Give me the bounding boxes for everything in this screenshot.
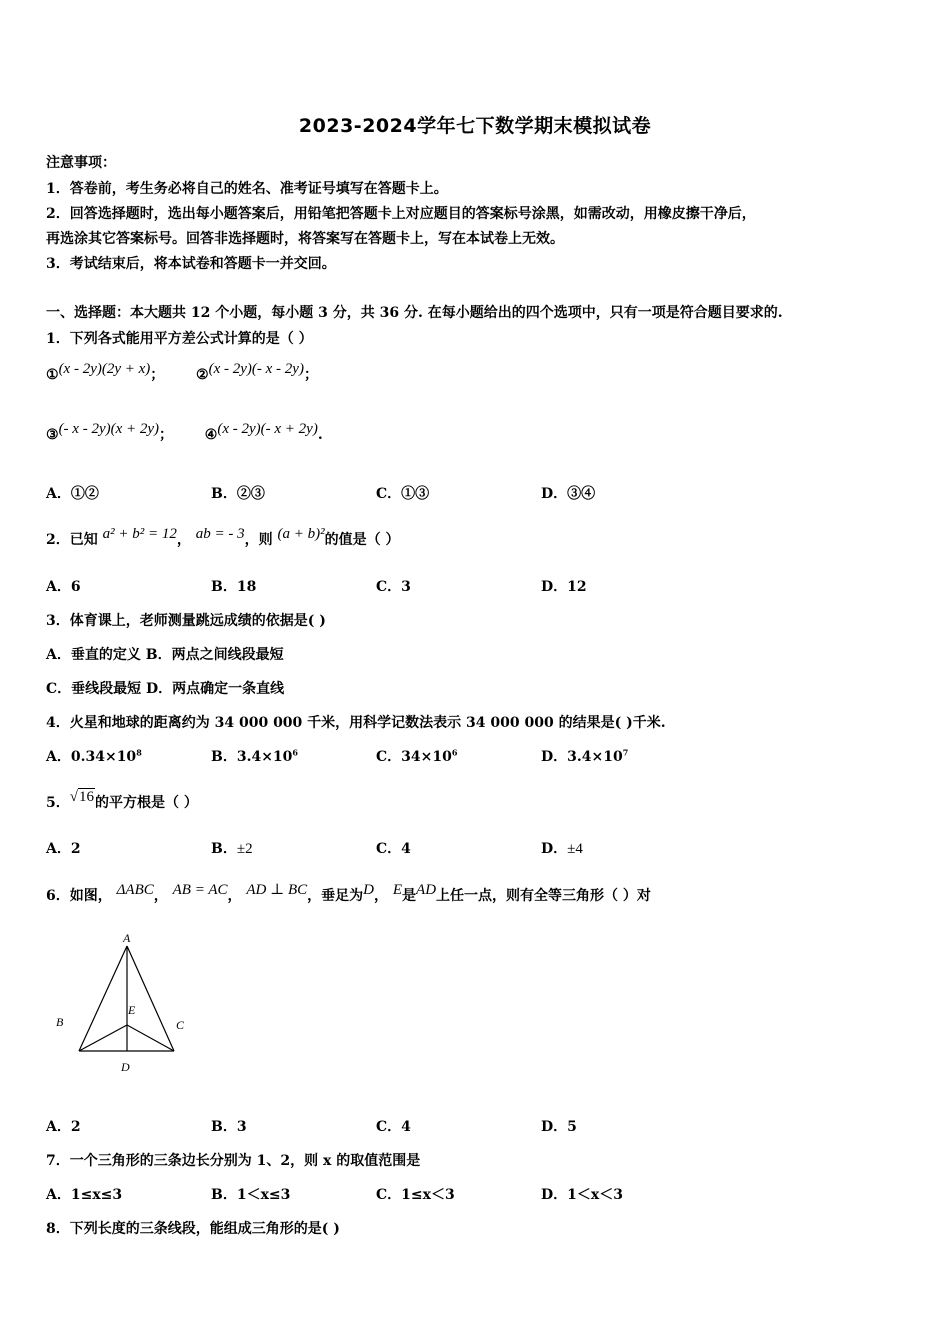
notice-heading: 注意事项： xyxy=(46,155,116,171)
q1-expr4-number: ④ xyxy=(204,427,218,443)
q5-radicand: 16 xyxy=(78,789,94,805)
q1-expr-row2 xyxy=(46,421,323,444)
q6-sep-5: 是 xyxy=(402,888,417,904)
q5-option-b xyxy=(211,838,253,858)
q4-option-c-exp: 6 xyxy=(451,747,458,758)
notice-item-1: 1．答卷前，考生务必将自己的姓名、准考证号填写在答题卡上。 xyxy=(46,181,448,197)
q4-option-d-exp: 7 xyxy=(622,747,629,758)
q2-option-c: C．3 xyxy=(376,579,411,595)
q1-expr4-sep: . xyxy=(317,427,323,443)
q6-math-4: D xyxy=(363,882,374,898)
q6-option-a: A．2 xyxy=(46,1119,81,1135)
q1-expr1-sep: ； xyxy=(150,367,165,383)
q2-math-3: (a + b)² xyxy=(277,526,325,542)
q1-expr1: (x - 2y)(2y + x) xyxy=(58,361,151,377)
q6-option-c: C．4 xyxy=(376,1119,411,1135)
q1-option-d: D．③④ xyxy=(541,486,596,502)
q6-option-d: D．5 xyxy=(541,1119,577,1135)
q5-option-b-label: B． xyxy=(211,841,237,857)
q4-stem: 4．火星和地球的距离约为 34 000 000 千米，用科学记数法表示 34 000 000 的结果是( )千米. xyxy=(46,715,666,731)
page-title: 2023-2024学年七下数学期末模拟试卷 xyxy=(298,115,652,137)
label-d: D xyxy=(121,1060,130,1074)
q5-option-d-label: D． xyxy=(541,841,568,857)
q4-option-a-base: A．0.34×10 xyxy=(46,749,137,765)
q2-stem xyxy=(46,526,400,549)
q6-suffix: 上任一点，则有全等三角形（ ）对 xyxy=(436,888,651,904)
side-ac xyxy=(127,946,174,1051)
q2-suffix: 的值是（ ） xyxy=(324,532,400,548)
q2-math-2: ab = - 3 xyxy=(195,526,245,542)
q5-option-a xyxy=(46,838,81,858)
q7-option-d: D．1＜x＜3 xyxy=(541,1187,623,1203)
q5-option-a-label: A． xyxy=(46,841,71,857)
q1-expr2-sep: ； xyxy=(303,367,318,383)
q5-option-c-value: 4 xyxy=(401,841,411,857)
q6-sep-4: ， xyxy=(373,888,388,904)
label-a: A xyxy=(123,931,131,945)
q1-expr4: (x - 2y)(- x + 2y) xyxy=(217,421,318,437)
q6-math-1: ΔABC xyxy=(116,882,154,898)
q7-option-a: A．1≤x≤3 xyxy=(46,1187,123,1203)
q7-stem: 7．一个三角形的三条边长分别为 1、2，则 x 的取值范围是 xyxy=(46,1153,421,1169)
q2-sep-2: ，则 xyxy=(244,532,273,548)
q5-option-d xyxy=(541,838,583,858)
q1-expr-row1 xyxy=(46,361,318,384)
q7-option-b: B．1＜x≤3 xyxy=(211,1187,291,1203)
q5-option-a-value: 2 xyxy=(70,841,81,857)
sqrt-sign: √ xyxy=(69,789,78,805)
label-b: B xyxy=(56,1015,64,1029)
q6-stem xyxy=(46,882,651,905)
q1-option-c: C．①③ xyxy=(376,486,430,502)
q4-option-a xyxy=(46,746,142,766)
q4-option-a-exp: 8 xyxy=(136,747,142,758)
q6-math-5: E xyxy=(392,882,403,898)
q1-expr3-number: ③ xyxy=(46,427,59,443)
q6-math-3: AD ⊥ BC xyxy=(246,882,308,898)
section-heading: 一、选择题：本大题共 12 个小题，每小题 3 分，共 36 分. 在每小题给出的四个选项中，只有一项是符合题目要求的. xyxy=(46,305,783,321)
q2-sep-1: ， xyxy=(176,532,191,548)
q6-math-6: AD xyxy=(416,882,437,898)
q7-option-c: C．1≤x＜3 xyxy=(376,1187,455,1203)
notice-item-3: 3．考试结束后，将本试卷和答题卡一并交回。 xyxy=(46,256,336,272)
q2-option-d: D．12 xyxy=(541,579,587,595)
label-e: E xyxy=(128,1003,136,1017)
q1-expr1-number: ① xyxy=(46,367,59,383)
q3-options-row2: C．垂线段最短 D．两点确定一条直线 xyxy=(46,681,285,697)
side-ab xyxy=(79,946,127,1051)
triangle-figure xyxy=(52,928,202,1078)
notice-item-2: 2．回答选择题时，选出每小题答案后，用铅笔把答题卡上对应题目的答案标号涂黑，如需改动，用橡皮擦干净后， xyxy=(46,206,756,222)
q6-sep-1: ， xyxy=(153,888,168,904)
q1-expr2-number: ② xyxy=(196,367,209,383)
q5-option-c-label: C． xyxy=(376,841,402,857)
q3-options-row1: A．垂直的定义 B．两点之间线段最短 xyxy=(46,647,284,663)
q4-option-c xyxy=(376,746,457,766)
q1-expr3-sep: ； xyxy=(159,427,174,443)
notice-item-2-cont: 再选涂其它答案标号。回答非选择题时，将答案写在答题卡上，写在本试卷上无效。 xyxy=(46,231,564,247)
q3-stem: 3．体育课上，老师测量跳远成绩的依据是( ) xyxy=(46,613,326,629)
q8-stem: 8．下列长度的三条线段，能组成三角形的是( ) xyxy=(46,1221,340,1237)
q1-stem: 1．下列各式能用平方差公式计算的是（ ） xyxy=(46,331,313,347)
q5-prefix: 5． xyxy=(46,795,70,811)
q2-prefix: 2．已知 xyxy=(46,532,98,548)
q6-option-b: B．3 xyxy=(211,1119,247,1135)
q4-option-b-base: B．3.4×10 xyxy=(211,749,293,765)
q6-math-2: AB = AC xyxy=(172,882,228,898)
q4-option-d-base: D．3.4×10 xyxy=(541,749,623,765)
q1-expr3: (- x - 2y)(x + 2y) xyxy=(58,421,160,437)
q1-option-a: A．①② xyxy=(46,486,99,502)
label-c: C xyxy=(176,1018,185,1032)
q5-option-b-value: ±2 xyxy=(236,841,253,857)
segment-be xyxy=(79,1025,127,1051)
q4-option-b xyxy=(211,746,298,766)
q5-option-d-value: ±4 xyxy=(567,841,583,857)
q1-option-b: B．②③ xyxy=(211,486,265,502)
q4-option-d xyxy=(541,746,628,766)
segment-ce xyxy=(127,1025,174,1051)
q6-sep-3: ，垂足为 xyxy=(307,888,364,904)
q5-suffix: 的平方根是（ ） xyxy=(94,795,198,811)
q2-math-1: a² + b² = 12 xyxy=(102,526,177,542)
q4-option-b-exp: 6 xyxy=(292,747,298,758)
q5-option-c xyxy=(376,838,411,858)
q6-prefix: 6．如图， xyxy=(46,888,112,904)
q2-option-a: A．6 xyxy=(46,579,81,595)
q5-stem xyxy=(46,789,198,812)
q6-sep-2: ， xyxy=(227,888,242,904)
q1-expr2: (x - 2y)(- x - 2y) xyxy=(208,361,304,377)
q4-option-c-base: C．34×10 xyxy=(376,749,452,765)
q2-option-b: B．18 xyxy=(211,579,257,595)
